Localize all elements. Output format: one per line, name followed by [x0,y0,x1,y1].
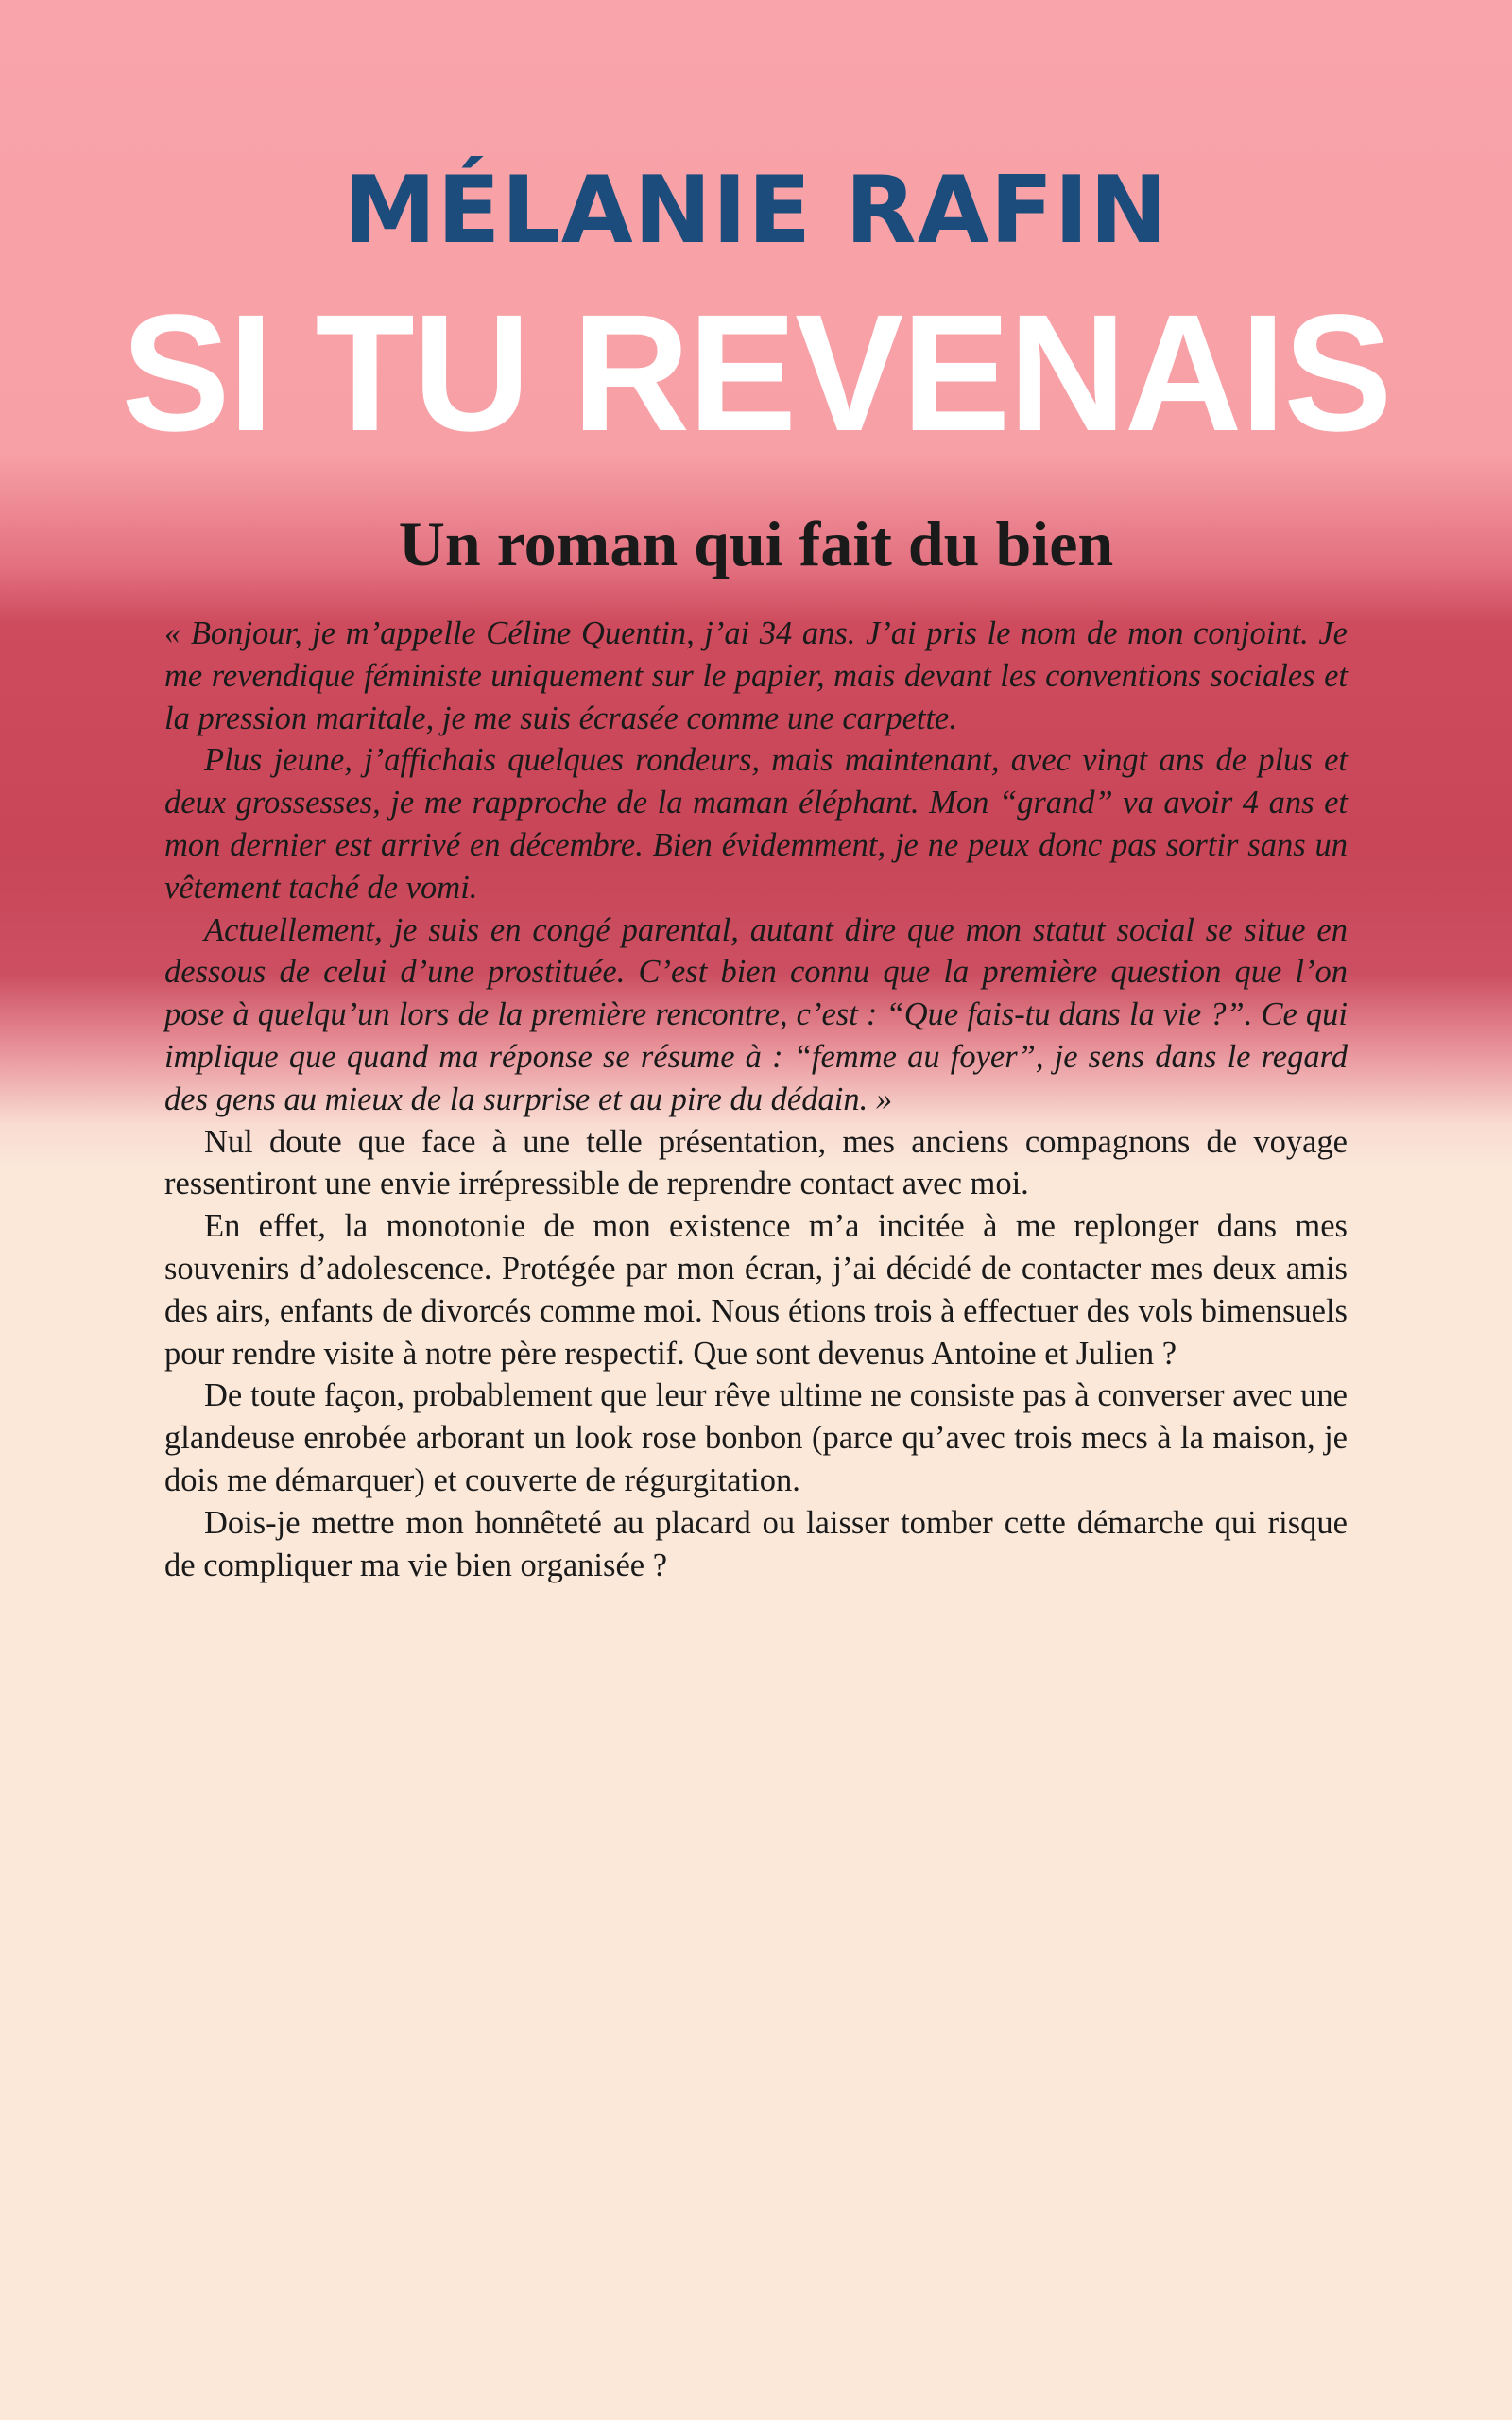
blurb-paragraph: Nul doute que face à une telle présentation, mes anciens compagnons de voyage ressentiront une envie irrépressible de reprendre contact avec moi. [164,1123,1348,1202]
book-title: SI TU REVENAIS [121,281,1391,466]
quote-paragraph: « Bonjour, je m’appelle Céline Quentin, j’ai 34 ans. J’ai pris le nom de mon conjoint. Je me revendique féministe uniquement sur le papier, mais devant les conventions sociales et la pression maritale, je me suis écrasée comme une carpette. [164,615,1348,736]
blurb [164,613,1348,1586]
tagline: Un roman qui fait du bien [398,508,1114,579]
quote-paragraph: Plus jeune, j’affichais quelques rondeurs, mais maintenant, avec vingt ans de plus et deux grossesses, je me rapproche de la maman éléphant. Mon “grand” va avoir 4 ans et mon dernier est arrivé en décembre. Bien évidemment, je ne peux donc pas sortir sans un vêtement taché de vomi. [164,742,1348,906]
blurb-paragraph: Dois-je mettre mon honnêteté au placard ou laisser tomber cette démarche qui risque de compliquer ma vie bien organisée ? [164,1504,1348,1583]
quote-paragraph: Actuellement, je suis en congé parental, autant dire que mon statut social se situe en dessous de celui d’une prostituée. C’est bien connu que la première question que l’on pose à quelqu’un lors de la première rencontre, c’est : “Que fais-tu dans la vie ?”. Ce qui implique que quand ma réponse se résume à : “femme au foyer”, je sens dans le regard des gens au mieux de la surprise et au pire du dédain. » [164,911,1348,1117]
author-name: MÉLANIE RAFIN [343,157,1169,265]
blurb-paragraph: En effet, la monotonie de mon existence m’a incitée à me replonger dans mes souvenirs d’adolescence. Protégée par mon écran, j’ai décidé de contacter mes deux amis des airs, enfants de divorcés comme moi. Nous étions trois à effectuer des vols bimensuels pour rendre visite à notre père respectif. Que sont devenus Antoine et Julien ? [164,1208,1348,1372]
blurb-paragraph: De toute façon, probablement que leur rêve ultime ne consiste pas à converser avec une glandeuse enrobée arborant un look rose bonbon (parce qu’avec trois mecs à la maison, je dois me démarquer) et couverte de régurgitation. [164,1377,1348,1498]
